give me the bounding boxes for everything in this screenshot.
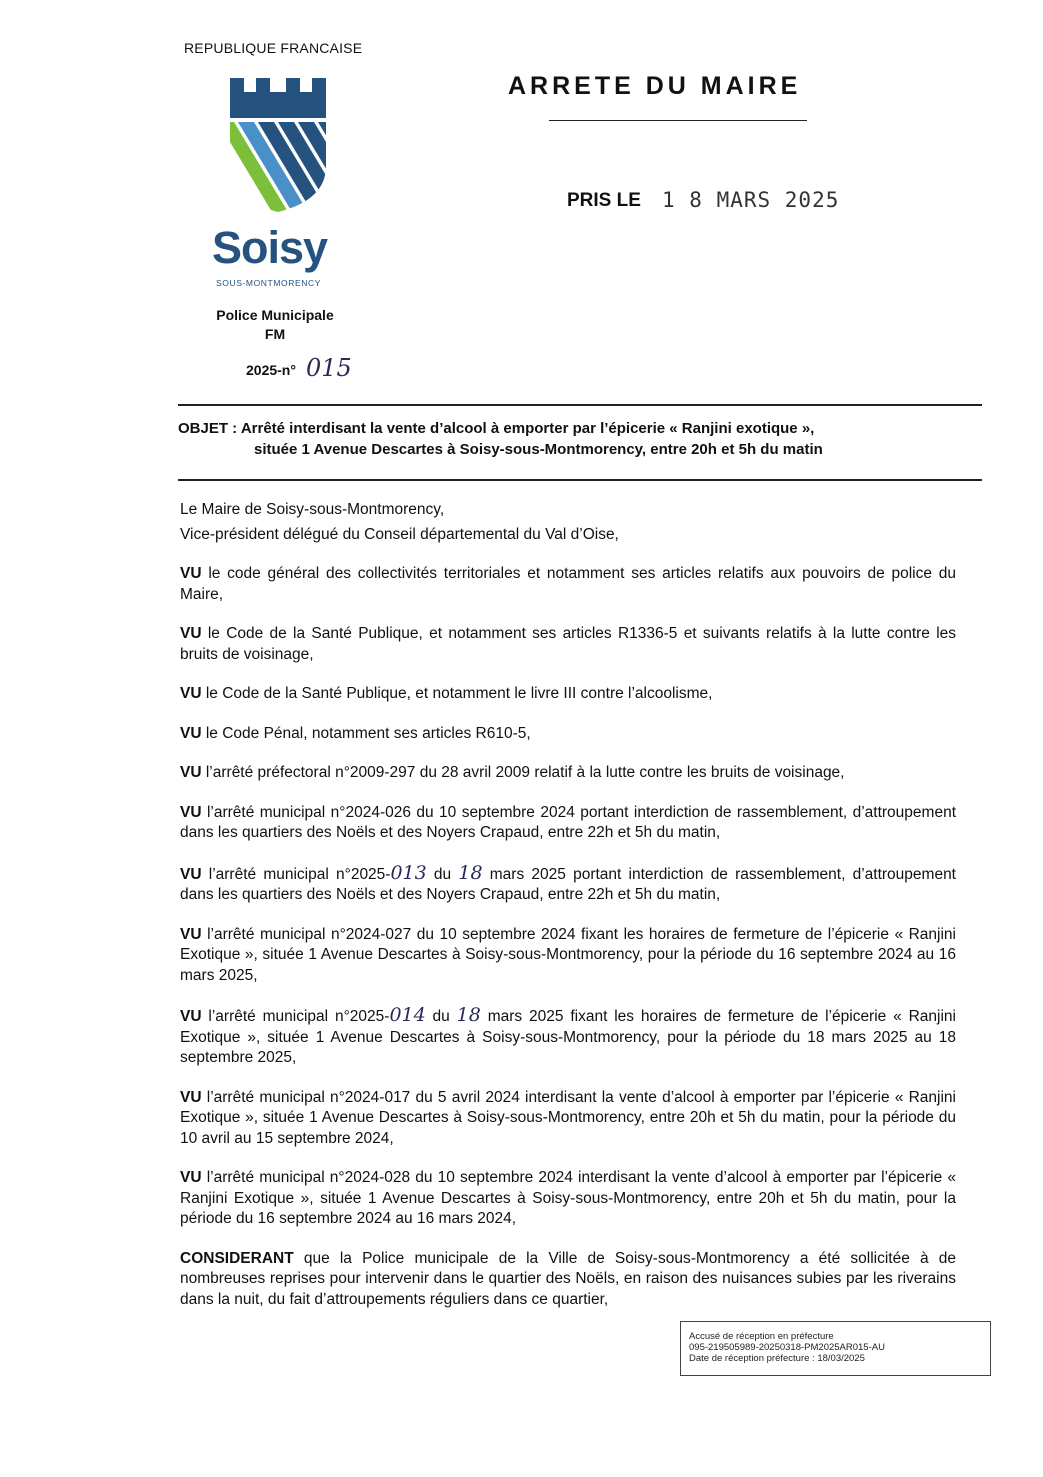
logo-subtitle: SOUS-MONTMORENCY <box>216 278 321 288</box>
vu-label: VU <box>180 724 202 742</box>
soisy-logo-emblem <box>228 78 328 212</box>
vu-paragraph <box>180 624 956 665</box>
vu-label: VU <box>180 565 202 582</box>
vu-text: mars 2025 fixant les horaires de fermeture de l’épicerie « Ranjini Exotique », située 1 Avenue Descartes à Soisy-sous-Montmorency, pour la période du 18 mars 2025 au 18 septembre 2025, <box>180 1008 956 1066</box>
vu-label: VU <box>180 865 202 883</box>
handwritten-day: 18 <box>458 861 483 884</box>
vu-paragraph <box>180 925 956 987</box>
intro-title: Vice-président délégué du Conseil départemental du Val d’Oise, <box>180 525 619 543</box>
vu-label: VU <box>180 685 202 702</box>
vu-text: le Code de la Santé Publique, et notamment le livre III contre l’alcoolisme, <box>205 685 713 702</box>
receipt-line1: Accusé de réception en préfecture <box>689 1331 834 1342</box>
pris-le-label: PRIS LE <box>567 190 641 211</box>
handwritten-number: 013 <box>390 861 427 884</box>
vu-text: l’arrêté municipal n°2024-017 du 5 avril 2024 interdisant la vente d’alcool à emporter par l’épicerie « Ranjini Exotique », située 1 Avenue Descartes à Soisy-sous-Montmorency, entre 20h et 5h du matin, pour la période du 10 avril au 15 septembre 2024, <box>180 1088 956 1147</box>
vu-paragraph <box>180 564 956 605</box>
service-line1: Police Municipale <box>216 307 334 323</box>
arrete-number-handwritten: 015 <box>306 354 352 382</box>
objet-line2: située 1 Avenue Descartes à Soisy-sous-Montmorency, entre 20h et 5h du matin <box>254 441 823 458</box>
vu-label: VU <box>180 925 202 943</box>
considerant-label: CONSIDERANT <box>180 1249 294 1267</box>
vu-text: le Code de la Santé Publique, et notamment ses articles R1336-5 et suivants relatifs à la lutte contre les bruits de voisinage, <box>180 625 957 663</box>
vu-text: l’arrêté préfectoral n°2009-297 du 28 avril 2009 relatif à la lutte contre les bruits de voisinage, <box>205 764 845 781</box>
vu-text: mars 2025 portant interdiction de rassemblement, d’attroupement dans les quartiers des Noëls et des Noyers Crapaud, entre 22h et 5h du matin, <box>180 865 956 903</box>
objet-top-rule <box>178 404 982 406</box>
intro-mayor: Le Maire de Soisy-sous-Montmorency, <box>180 501 445 518</box>
vu-paragraph <box>180 763 956 784</box>
document-title: ARRETE DU MAIRE <box>508 72 802 100</box>
vu-text: l’arrêté municipal n°2024-028 du 10 septembre 2024 interdisant la vente d’alcool à emporter par l’épicerie « Ranjini Exotique », située 1 Avenue Descartes à Soisy-sous-Montmorency, entre 20h et 5h du matin, pour la période du 16 septembre 2024 au 16 mars 2024, <box>180 1169 956 1227</box>
vu-text: le code général des collectivités territoriales et notamment ses articles relatifs aux pouvoirs de police du Maire, <box>180 565 956 603</box>
vu-text: l’arrêté municipal n°2025- <box>208 1008 390 1025</box>
service-line2: FM <box>264 326 286 342</box>
vu-text: l’arrêté municipal n°2025- <box>208 865 391 883</box>
service-name <box>190 306 360 344</box>
considerant-paragraph <box>180 1249 956 1311</box>
receipt-line3: Date de réception préfecture : 18/03/2025 <box>689 1353 865 1364</box>
vu-label: VU <box>180 1008 202 1025</box>
receipt-line2: 095-219505989-20250318-PM2025AR015-AU <box>689 1342 885 1353</box>
vu-paragraph <box>180 724 956 745</box>
objet-line1: Arrêté interdisant la vente d’alcool à emporter par l’épicerie « Ranjini exotique », <box>240 420 815 437</box>
republique-francaise: REPUBLIQUE FRANCAISE <box>184 40 363 56</box>
title-underline <box>549 120 807 121</box>
vu-paragraph <box>180 684 956 705</box>
vu-label: VU <box>180 803 202 821</box>
vu-text: le Code Pénal, notamment ses articles R610-5, <box>205 724 531 742</box>
handwritten-day: 18 <box>456 1004 481 1026</box>
objet-block <box>178 418 982 460</box>
vu-text: du <box>426 865 459 883</box>
vu-paragraph <box>180 1168 956 1230</box>
vu-label: VU <box>180 764 202 781</box>
logo-wordmark: Soisy <box>212 222 328 273</box>
document-body <box>180 500 956 1329</box>
arrete-number-label: 2025-n° <box>246 362 296 378</box>
vu-paragraph <box>180 1005 956 1069</box>
vu-text: du <box>425 1008 457 1025</box>
vu-text: l’arrêté municipal n°2024-027 du 10 septembre 2024 fixant les horaires de fermeture de l’épicerie « Ranjini Exotique », située 1 Avenue Descartes à Soisy-sous-Montmorency, pour la période du 16 septembre 2024 au 16 mars 2025, <box>180 925 956 984</box>
vu-paragraph <box>180 1088 956 1150</box>
handwritten-number: 014 <box>389 1004 426 1026</box>
objet-bottom-rule <box>178 479 982 481</box>
vu-text: l’arrêté municipal n°2024-026 du 10 septembre 2024 portant interdiction de rassemblement, d’attroupement dans les quartiers des Noëls et des Noyers Crapaud, entre 22h et 5h du matin, <box>180 803 956 841</box>
tower-crenellation <box>230 78 326 118</box>
vu-paragraph <box>180 863 956 906</box>
date-stamp: 1 8 MARS 2025 <box>662 188 840 212</box>
vu-label: VU <box>180 1088 202 1106</box>
vu-paragraph <box>180 803 956 844</box>
vu-label: VU <box>180 1169 202 1186</box>
prefecture-receipt-box <box>680 1321 991 1376</box>
objet-label: OBJET : <box>178 420 238 437</box>
vu-label: VU <box>180 625 202 642</box>
considerant-text: que la Police municipale de la Ville de Soisy-sous-Montmorency a été sollicitée à de nombreuses reprises pour intervenir dans le quartier des Noëls, en raison des nuisances subies par les riverains dans la nuit, du fait d’attroupements réguliers dans ce quartier, <box>180 1249 957 1308</box>
